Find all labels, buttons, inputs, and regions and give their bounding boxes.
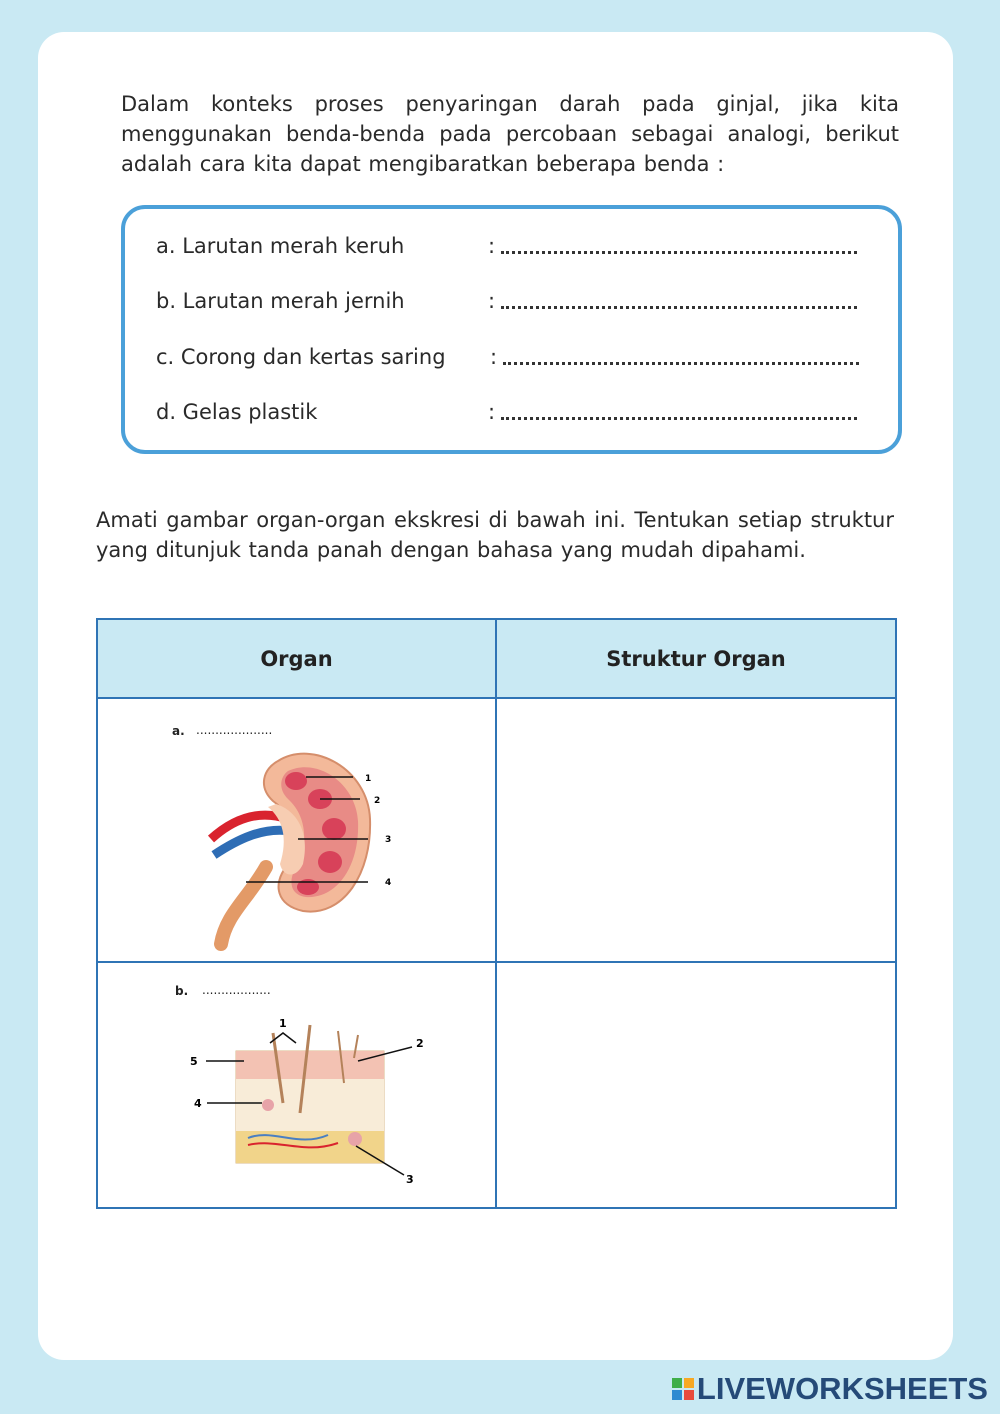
analogy-answer-box	[121, 205, 902, 454]
analogy-row-d	[156, 397, 861, 427]
header-organ: Organ	[97, 619, 496, 698]
structure-answer-cell-b[interactable]	[496, 962, 896, 1208]
table-header-row	[97, 619, 896, 698]
header-struktur-organ: Struktur Organ	[496, 619, 896, 698]
organ-letter-a: a.	[172, 724, 185, 738]
kidney-marker-4: 4	[385, 878, 392, 888]
skin-diagram-icon	[98, 963, 496, 1209]
structure-answer-cell-a[interactable]	[496, 698, 896, 962]
analogy-colon: :	[488, 289, 496, 313]
skin-marker-2: 2	[416, 1037, 424, 1050]
kidney-marker-1: 1	[365, 774, 372, 784]
analogy-answer-field[interactable]	[501, 251, 857, 254]
analogy-answer-field[interactable]	[501, 417, 857, 420]
analogy-answer-field[interactable]	[503, 362, 859, 365]
analogy-label: b. Larutan merah jernih	[156, 289, 405, 313]
organ-cell-skin	[97, 962, 496, 1208]
instruction-paragraph: Amati gambar organ-organ ekskresi di bawah ini. Tentukan setiap struktur yang ditunjuk tanda panah dengan bahasa yang mudah dipahami.	[96, 508, 894, 562]
kidney-diagram-icon	[98, 699, 496, 963]
skin-marker-1: 1	[279, 1017, 287, 1030]
skin-marker-5: 5	[190, 1055, 198, 1068]
analogy-label: a. Larutan merah keruh	[156, 234, 405, 258]
analogy-colon: :	[488, 400, 496, 424]
kidney-marker-2: 2	[374, 796, 381, 806]
analogy-colon: :	[488, 234, 496, 258]
analogy-colon: :	[490, 345, 498, 369]
analogy-label: c. Corong dan kertas saring	[156, 345, 446, 369]
analogy-answer-field[interactable]	[501, 306, 857, 309]
liveworksheets-logo	[672, 1372, 988, 1406]
brand-name: LIVEWORKSHEETS	[696, 1371, 988, 1406]
analogy-row-b	[156, 286, 861, 316]
organ-table	[96, 618, 897, 1209]
analogy-label: d. Gelas plastik	[156, 400, 318, 424]
organ-cell-kidney	[97, 698, 496, 962]
organ-name-blank-a[interactable]: ....................	[196, 723, 273, 737]
analogy-row-c	[156, 342, 861, 372]
table-row	[97, 962, 896, 1208]
table-row	[97, 698, 896, 962]
kidney-marker-3: 3	[385, 835, 392, 845]
analogy-row-a	[156, 231, 861, 261]
intro-paragraph: Dalam konteks proses penyaringan darah pada ginjal, jika kita menggunakan benda-benda pada percobaan sebagai analogi, berikut adalah cara kita dapat mengibaratkan beberapa benda :	[121, 92, 899, 176]
skin-marker-4: 4	[194, 1097, 202, 1110]
liveworksheets-logo-icon	[672, 1378, 694, 1400]
organ-letter-b: b.	[175, 984, 189, 998]
organ-name-blank-b[interactable]: ..................	[202, 983, 271, 997]
skin-marker-3: 3	[406, 1173, 414, 1186]
